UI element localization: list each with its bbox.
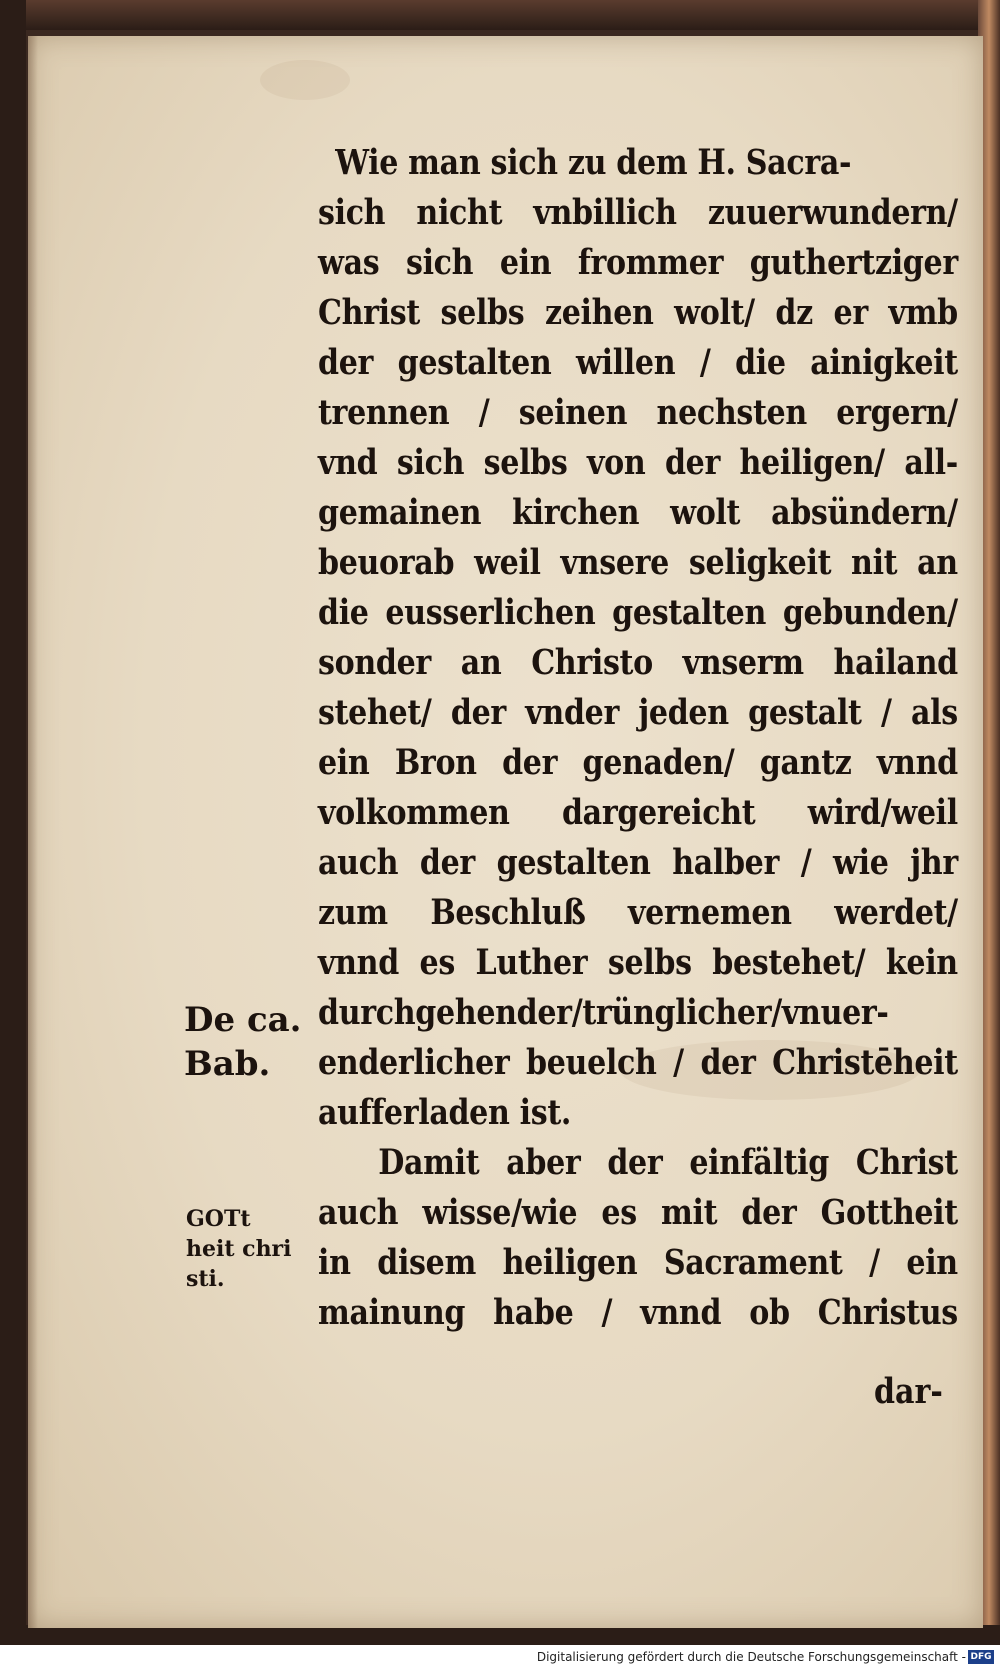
text-line: die eusserlichen gestalten gebunden/: [318, 592, 958, 633]
text-line: vnnd es Luther selbs bestehet/ kein: [318, 942, 958, 983]
scan-edge-left: [0, 0, 26, 1645]
margin-note-line: De ca.: [184, 1000, 302, 1040]
margin-note-line: heit chri: [186, 1236, 292, 1262]
scan-edge-top: [0, 0, 1000, 30]
page-gutter-shadow: [28, 36, 38, 1628]
text-line: mainung habe / vnnd ob Christus: [318, 1292, 958, 1333]
margin-note-line: sti.: [186, 1266, 225, 1292]
text-line: was sich ein frommer guthertziger: [318, 242, 958, 283]
dfg-logo[interactable]: DFG: [968, 1650, 994, 1664]
margin-note-line: GOTt: [186, 1206, 251, 1232]
footer-bar: [0, 1645, 1000, 1670]
scan-edge-bottom: [0, 1625, 1000, 1645]
text-line: aufferladen ist.: [318, 1092, 572, 1133]
text-line: ein Bron der genaden/ gantz vnnd: [318, 742, 958, 783]
text-line: zum Beschluß vernemen werdet/: [318, 892, 958, 933]
text-line: volkommen dargereicht wird/weil: [318, 792, 958, 833]
catchword: dar-: [874, 1371, 943, 1412]
text-line: beuorab weil vnsere seligkeit nit an: [318, 542, 958, 583]
text-line: vnd sich selbs von der heiligen/ all-: [318, 442, 958, 483]
text-line: Christ selbs zeihen wolt/ dz er vmb: [318, 292, 958, 333]
text-line: Damit aber der einfältig Christ: [378, 1142, 958, 1183]
text-line: enderlicher beuelch / der Christēheit: [318, 1042, 958, 1083]
text-line: sonder an Christo vnserm hailand: [318, 642, 958, 683]
page-text: [318, 138, 958, 1338]
text-line: auch der gestalten halber / wie jhr: [318, 842, 958, 883]
text-line: trennen / seinen nechsten ergern/: [318, 392, 958, 433]
text-line: in disem heiligen Sacrament / ein: [318, 1242, 958, 1283]
text-line: sich nicht vnbillich zuuerwundern/: [318, 192, 958, 233]
text-line: gemainen kirchen wolt absündern/: [318, 492, 958, 533]
text-line: durchgehender/trünglicher/vnuer-: [318, 992, 889, 1033]
text-line: auch wisse/wie es mit der Gottheit: [318, 1192, 958, 1233]
funding-credit: Digitalisierung gefördert durch die Deutsche Forschungsgemeinschaft -: [536, 1650, 966, 1664]
running-head: Wie man sich zu dem H. Sacra-: [335, 142, 852, 183]
paper-stain: [260, 60, 350, 100]
text-line: stehet/ der vnder jeden gestalt / als: [318, 692, 958, 733]
margin-note-line: Bab.: [184, 1044, 271, 1084]
margin-note-de-captivitate: [184, 998, 302, 1086]
margin-note-gottheit: [186, 1204, 292, 1294]
text-line: der gestalten willen / die ainigkeit: [318, 342, 958, 383]
